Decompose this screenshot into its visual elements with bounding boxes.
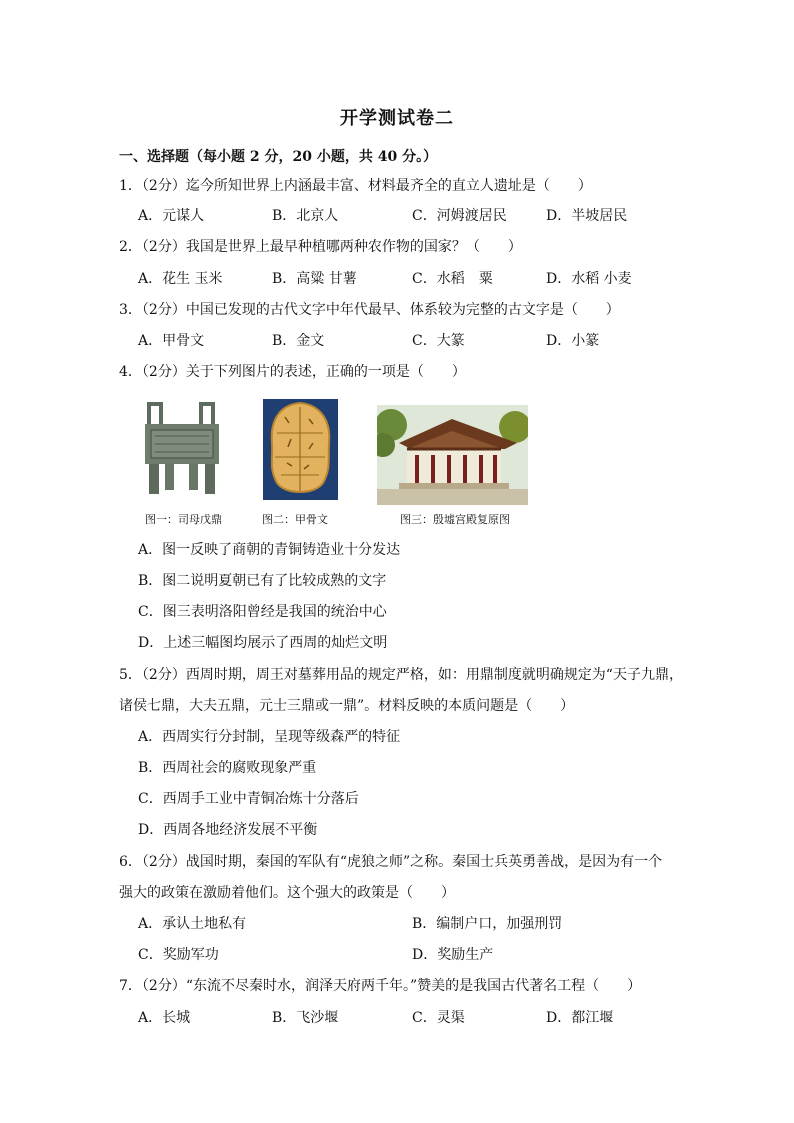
- question-3-stem: 3．（2分）中国已发现的古代文字中年代最早、体系较为完整的古文字是（ ）: [119, 302, 620, 318]
- question-6-stem-cont: 强大的政策在激励着他们。这个强大的政策是（ ）: [119, 885, 455, 901]
- question-3-option-b[interactable]: B．金文: [272, 333, 325, 349]
- question-7-option-c[interactable]: C．灵渠: [412, 1010, 465, 1026]
- question-2-option-c[interactable]: C．水稻 粟: [412, 271, 493, 287]
- question-5-option-d[interactable]: D．西周各地经济发展不平衡: [138, 822, 318, 838]
- question-3-option-a[interactable]: A．甲骨文: [138, 333, 205, 349]
- question-6-option-c[interactable]: C．奖励军功: [138, 947, 219, 963]
- question-2-option-b[interactable]: B．高粱 甘薯: [272, 271, 357, 287]
- question-5-stem: 5．（2分）西周时期，周王对墓葬用品的规定严格，如：用鼎制度就明确规定为“天子九鼎，: [119, 667, 683, 683]
- question-3-option-d[interactable]: D．小篆: [546, 333, 600, 349]
- question-1-option-c[interactable]: C．河姆渡居民: [412, 208, 507, 224]
- question-7-option-b[interactable]: B．飞沙堰: [272, 1010, 339, 1026]
- palace-image: [377, 405, 528, 505]
- question-6-option-b[interactable]: B．编制户口，加强刑罚: [412, 916, 563, 932]
- question-4-option-c[interactable]: C．图三表明洛阳曾经是我国的统治中心: [138, 604, 387, 620]
- figure-1-caption: 图一：司母戊鼎: [145, 513, 222, 526]
- question-1-option-b[interactable]: B．北京人: [272, 208, 339, 224]
- question-5-option-b[interactable]: B．西周社会的腐败现象严重: [138, 760, 317, 776]
- question-5-option-a[interactable]: A．西周实行分封制，呈现等级森严的特征: [138, 729, 401, 745]
- question-7-option-a[interactable]: A．长城: [138, 1010, 191, 1026]
- question-4-option-d[interactable]: D．上述三幅图均展示了西周的灿烂文明: [138, 635, 388, 651]
- question-4-stem: 4．（2分）关于下列图片的表述，正确的一项是（ ）: [119, 364, 466, 380]
- question-2-option-a[interactable]: A．花生 玉米: [138, 271, 223, 287]
- question-7-stem: 7．（2分）“东流不尽秦时水，润泽天府两千年。”赞美的是我国古代著名工程（ ）: [119, 978, 642, 994]
- bronze-ding-image: [141, 400, 223, 498]
- question-5-option-c[interactable]: C．西周手工业中青铜冶炼十分落后: [138, 791, 359, 807]
- question-1-option-a[interactable]: A．元谋人: [138, 208, 205, 224]
- page-title: 开学测试卷二: [340, 108, 454, 129]
- question-7-option-d[interactable]: D．都江堰: [546, 1010, 614, 1026]
- question-4-option-a[interactable]: A．图一反映了商朝的青铜铸造业十分发达: [138, 542, 401, 558]
- section-header: 一、选择题（每小题 2 分，20 小题，共 40 分。）: [119, 149, 438, 165]
- question-1-option-d[interactable]: D．半坡居民: [546, 208, 628, 224]
- question-6-stem: 6．（2分）战国时期，秦国的军队有“虎狼之师”之称。秦国士兵英勇善战，是因为有一个: [119, 854, 663, 870]
- question-1-stem: 1．（2分）迄今所知世界上内涵最丰富、材料最齐全的直立人遗址是（ ）: [119, 178, 592, 194]
- figure-3-caption: 图三：殷墟宫殿复原图: [400, 513, 510, 526]
- question-6-option-d[interactable]: D．奖励生产: [412, 947, 494, 963]
- question-4-option-b[interactable]: B．图二说明夏朝已有了比较成熟的文字: [138, 573, 387, 589]
- question-3-option-c[interactable]: C．大篆: [412, 333, 465, 349]
- question-2-stem: 2．（2分）我国是世界上最早种植哪两种农作物的国家？（ ）: [119, 239, 522, 255]
- question-5-stem-cont: 诸侯七鼎，大夫五鼎，元士三鼎或一鼎”。材料反映的本质问题是（ ）: [119, 698, 575, 714]
- question-2-option-d[interactable]: D．水稻 小麦: [546, 271, 632, 287]
- question-6-option-a[interactable]: A．承认土地私有: [138, 916, 247, 932]
- oracle-bone-image: [263, 399, 338, 500]
- figure-2-caption: 图二：甲骨文: [262, 513, 328, 526]
